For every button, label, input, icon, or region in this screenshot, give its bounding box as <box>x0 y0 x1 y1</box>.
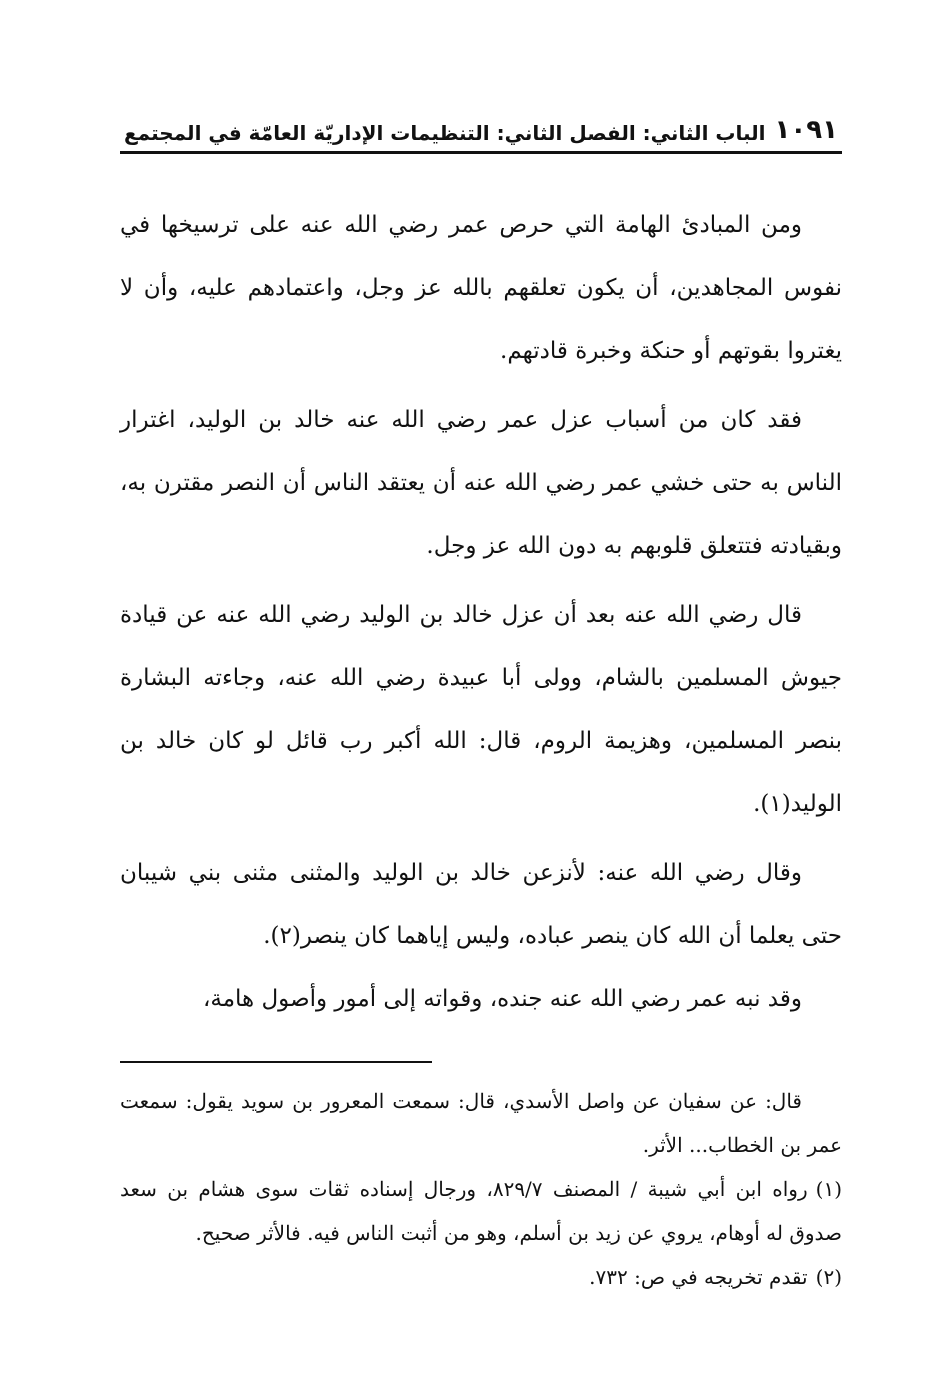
paragraph: ومن المبادئ الهامة التي حرص عمر رضي الله عنه على ترسيخها في نفوس المجاهدين، أن يكون تعلقهم بالله عز وجل، واعتمادهم عليه، وأن لا يغتروا بقوتهم أو حنكة وخبرة قادتهم. <box>120 212 842 364</box>
paragraph: وقد نبه عمر رضي الله عنه جنده، وقواته إلى أمور وأصول هامة، <box>202 986 802 1012</box>
paragraph: قال رضي الله عنه بعد أن عزل خالد بن الوليد رضي الله عنه عن قيادة جيوش المسلمين بالشام، وولى أبا عبيدة رضي الله عنه، وجاءته البشارة بنصر المسلمين، وهزيمة الروم، قال: الله أكبر رب قائل لو كان خالد بن الوليد(١). <box>120 602 842 817</box>
footnote-number: (١) <box>815 1177 842 1201</box>
footnote-text: تقدم تخريجه في ص: ٧٣٢. <box>589 1265 808 1289</box>
page-number: ١٠٩١ <box>774 115 838 145</box>
footnote-number: (٢) <box>815 1265 842 1289</box>
footnote-text: رواه ابن أبي شيبة / المصنف ٨٢٩/٧، ورجال إسناده ثقات سوى هشام بن سعد صدوق له أوهام، يروي عن زيد بن أسلم، وهو من أثبت الناس فيه. فالأثر صحيح. <box>120 1177 842 1245</box>
footnote-continuation: قال: عن سفيان عن واصل الأسدي، قال: سمعت المعرور بن سويد يقول: سمعت عمر بن الخطاب... الأثر. <box>120 1089 842 1157</box>
footnotes <box>120 1079 842 1299</box>
body-text <box>120 194 842 1031</box>
paragraph: فقد كان من أسباب عزل عمر رضي الله عنه خالد بن الوليد، اغترار الناس به حتى خشي عمر رضي الله عنه أن يعتقد الناس أن النصر مقترن به، وبقيادته فتتعلق قلوبهم به دون الله عز وجل. <box>120 407 842 559</box>
footnote-separator <box>120 1061 432 1063</box>
running-title: الباب الثاني: الفصل الثاني: التنظيمات الإداريّة العامّة في المجتمع <box>124 121 766 145</box>
footnote <box>120 1167 842 1255</box>
document-page <box>120 110 842 1299</box>
footnote <box>120 1255 842 1299</box>
page-header <box>120 110 842 154</box>
paragraph: وقال رضي الله عنه: لأنزعن خالد بن الوليد والمثنى مثنى بني شيبان حتى يعلما أن الله كان ينصر عباده، وليس إياهما كان ينصر(٢). <box>120 860 842 949</box>
